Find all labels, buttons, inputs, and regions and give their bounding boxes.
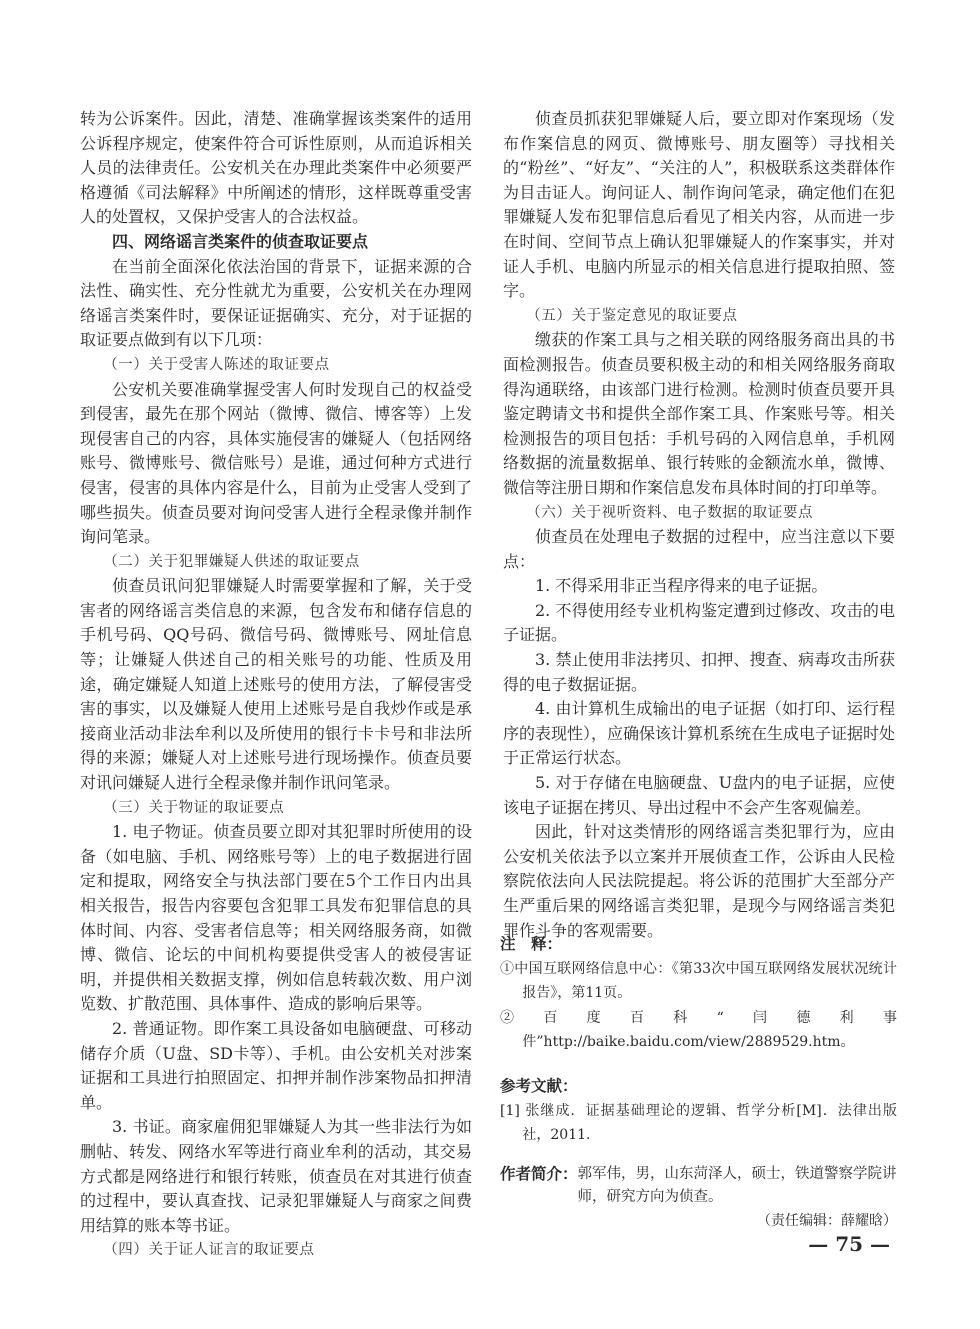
paragraph: 转为公诉案件。因此，清楚、准确掌握该类案件的适用公诉程序规定，使案件符合可诉性原则，从而追诉相关人员的法律责任。公安机关在办理此类案件中必须要严格遵循《司法解释》中所阐述的情形，这样既尊重受害人的处置权，又保护受害人的合法权益。: [80, 109, 472, 227]
right-column: [503, 107, 895, 943]
paragraph: 1. 不得采用非正当程序得来的电子证据。: [535, 576, 828, 596]
note-item: ②百度百科“闫德利事件”http://baike.baidu.com/view/2889529.htm。: [500, 1009, 897, 1050]
note-item: ①中国互联网络信息中心：《第33次中国互联网络发展状况统计报告》，第11页。: [500, 960, 897, 1001]
page-number: — 75 —: [808, 1232, 890, 1256]
paragraph: 3. 书证。商家雇佣犯罪嫌疑人为其一些非法行为如删帖、转发、网络水军等进行商业牟利的活动，其交易方式都是网络进行和银行转账，侦查员在对其进行侦查的过程中，要认真查找、记录犯罪嫌疑人与商家之间费用结算的账本等书证。: [80, 1117, 472, 1235]
paragraph: 3. 禁止使用非法拷贝、扣押、搜查、病毒攻击所获得的电子数据证据。: [503, 650, 895, 694]
notes-section: [500, 932, 897, 1055]
subsection-heading: （一）关于受害人陈述的取证要点: [103, 356, 330, 373]
section-heading: 四、网络谣言类案件的侦查取证要点: [112, 231, 369, 251]
paragraph: 公安机关要准确掌握受害人何时发现自己的权益受到侵害，最先在那个网站（微博、微信、博客等）上发现侵害自己的内容，具体实施侵害的嫌疑人（包括网络账号、微博账号、微信账号）是谁，通过何种方式进行侵害，侵害的具体内容是什么，目前为止受害人受到了哪些损失。侦查员要对询问受害人进行全程录像并制作询问笔录。: [80, 379, 472, 547]
author-bio-text: 郭军伟，男，山东菏泽人，硕士，铁道警察学院讲师，研究方向为侦查。: [577, 1166, 897, 1205]
paragraph: 5. 对于存储在电脑硬盘、U盘内的电子证据，应使该电子证据在拷贝、导出过程中不会产生客观偏差。: [503, 773, 895, 817]
subsection-heading: （五）关于鉴定意见的取证要点: [526, 307, 738, 324]
author-bio: [500, 1163, 897, 1209]
left-column: [80, 107, 472, 1263]
paragraph: 1. 电子物证。侦查员要立即对其犯罪时所使用的设备（如电脑、手机、网络账号等）上的电子数据进行固定和提取，网络安全与执法部门要在5个工作日内出具相关报告，报告内容要包含犯罪工具发布犯罪信息的具体时间、内容、受害者信息等；相关网络服务商，如微博、微信、论坛的中间机构要提供受害人的被侵害证明，并提供相关数据支撑，例如信息转载次数、用户浏览数、扩散范围、具体事件、造成的影响后果等。: [80, 822, 472, 1014]
subsection-heading: （二）关于犯罪嫌疑人供述的取证要点: [103, 553, 360, 570]
paragraph: 2. 不得使用经专业机构鉴定遭到过修改、攻击的电子证据。: [503, 600, 895, 645]
responsible-editor: （责任编辑：薛耀晗）: [757, 1213, 897, 1229]
paragraph: 侦查员抓获犯罪嫌疑人后，要立即对作案现场（发布作案信息的网页、微博账号、朋友圈等）寻找相关的“粉丝”、“好友”、“关注的人”，积极联系这类群体作为目击证人。询问证人、制作询问笔录，确定他们在犯罪嫌疑人发布犯罪信息后看见了相关内容，从而进一步在时间、空间节点上确认犯罪嫌疑人的作案事实，并对证人手机、电脑内所显示的相关信息进行提取拍照、签字。: [503, 109, 895, 301]
paragraph: 2. 普通证物。即作案工具设备如电脑硬盘、可移动储存介质（U盘、SD卡等）、手机。由公安机关对涉案证据和工具进行拍照固定、扣押并制作涉案物品扣押清单。: [80, 1018, 472, 1112]
paragraph: 缴获的作案工具与之相关联的网络服务商出具的书面检测报告。侦查员要积极主动的和相关网络服务商取得沟通联络，由该部门进行检测。检测时侦查员要开具鉴定聘请文书和提供全部作案工具、作案账号等。相关检测报告的项目包括：手机号码的入网信息单，手机网络数据的流量数据单、银行转账的金额流水单，微博、微信等注册日期和作案信息发布具体时间的打印单等。: [503, 330, 895, 497]
paragraph: 侦查员讯问犯罪嫌疑人时需要掌握和了解，关于受害者的网络谣言类信息的来源，包含发布和储存信息的手机号码、QQ号码、微信号码、微博账号、网址信息等；让嫌疑人供述自己的相关账号的功能、性质及用途，确定嫌疑人知道上述账号的使用方法，了解侵害受害的事实，以及嫌疑人使用上述账号是自我炒作或是承接商业活动非法牟利以及所使用的银行卡卡号和非法所得的来源；嫌疑人对上述账号进行现场操作。侦查员要对讯问嫌疑人进行全程录像并制作讯问笔录。: [80, 576, 472, 793]
subsection-heading: （六）关于视听资料、电子数据的取证要点: [526, 504, 814, 521]
paragraph: 4. 由计算机生成输出的电子证据（如打印、运行程序的表现性），应确保该计算机系统在生成电子证据时处于正常运行状态。: [503, 699, 896, 768]
references-title: 参考文献：: [500, 1077, 578, 1095]
paragraph: 在当前全面深化依法治国的背景下，证据来源的合法性、确实性、充分性就尤为重要，公安机关在办理网络谣言类案件时，要保证证据确实、充分，对于证据的取证要点做到有以下几项：: [80, 256, 472, 350]
subsection-heading: （四）关于证人证言的取证要点: [103, 1242, 315, 1259]
paragraph: 侦查员在处理电子数据的过程中，应当注意以下要点：: [503, 527, 895, 571]
subsection-heading: （三）关于物证的取证要点: [103, 799, 285, 816]
paragraph: 因此，针对这类情形的网络谣言类犯罪行为，应由公安机关依法予以立案并开展侦查工作，公诉由人民检察院依法向人民法院提起。将公诉的范围扩大至部分产生严重后果的网络谣言类犯罪，是现今与网络谣言类犯罪作斗争的客观需要。: [503, 822, 895, 940]
author-bio-label: 作者简介：: [500, 1165, 578, 1183]
reference-item: [1] 张继成．证据基础理论的逻辑、哲学分析[M]．法律出版社，2011.: [500, 1102, 897, 1143]
notes-title: 注 释：: [500, 935, 563, 953]
references-section: [500, 1074, 897, 1148]
